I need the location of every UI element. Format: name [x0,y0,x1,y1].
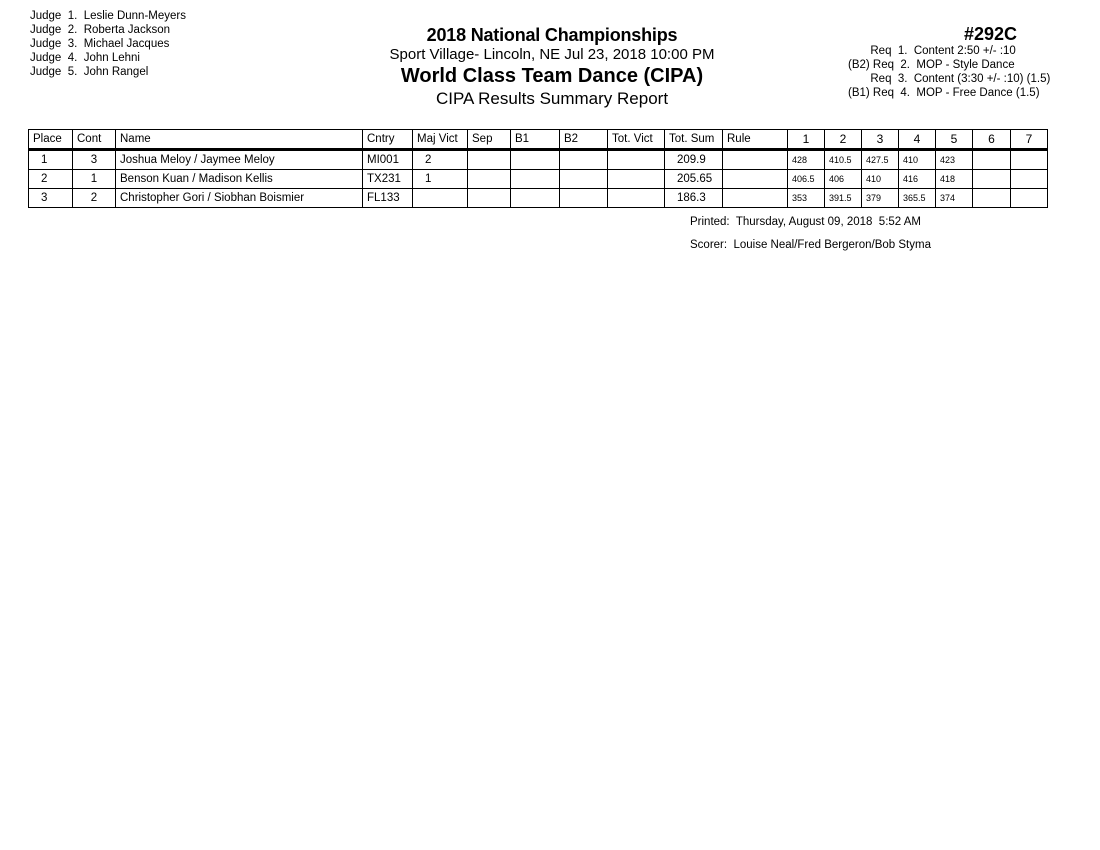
cell-judge-3: 379 [862,189,899,208]
col-sep: Sep [468,130,511,150]
col-judge-6: 6 [973,130,1011,150]
cell-tot-vict [608,189,665,208]
col-cont: Cont [73,130,116,150]
cell-judge-5: 418 [936,170,973,189]
cell-b1 [511,189,560,208]
judge-4: Judge 4. John Lehni [30,52,140,64]
cell-b2 [560,170,608,189]
col-judge-4: 4 [899,130,936,150]
col-tot-sum: Tot. Sum [665,130,723,150]
report-name: CIPA Results Summary Report [435,89,669,108]
col-judge-5: 5 [936,130,973,150]
requirement-4: (B1) Req 4. MOP - Free Dance (1.5) [848,87,1040,99]
cell-tot-vict [608,150,665,170]
cell-b2 [560,189,608,208]
cell-tot-sum: 186.3 [665,189,723,208]
venue-date: Sport Village- Lincoln, NE Jul 23, 2018 10:00 PM [389,46,715,63]
cell-tot-sum: 205.65 [665,170,723,189]
requirement-1: Req 1. Content 2:50 +/- :10 [848,45,1016,57]
cell-judge-1: 406.5 [788,170,825,189]
cell-maj-vict: 1 [413,170,468,189]
col-cntry: Cntry [363,130,413,150]
col-maj-vict: Maj Vict [413,130,468,150]
judge-2: Judge 2. Roberta Jackson [30,24,170,36]
cell-judge-4: 365.5 [899,189,936,208]
event-title: World Class Team Dance (CIPA) [400,65,704,87]
cell-judge-4: 410 [899,150,936,170]
cell-tot-vict [608,170,665,189]
cell-judge-7 [1011,150,1048,170]
cell-b1 [511,150,560,170]
cell-judge-1: 353 [788,189,825,208]
cell-judge-7 [1011,189,1048,208]
col-rule: Rule [723,130,788,150]
cell-cntry: MI001 [363,150,413,170]
judge-5: Judge 5. John Rangel [30,66,149,78]
cell-judge-2: 410.5 [825,150,862,170]
cell-maj-vict: 2 [413,150,468,170]
col-judge-7: 7 [1011,130,1048,150]
judge-3: Judge 3. Michael Jacques [30,38,170,50]
col-judge-1: 1 [788,130,825,150]
cell-cont: 3 [73,150,116,170]
report-header [352,24,752,110]
cell-place: 2 [29,170,73,189]
report-footer [690,211,931,257]
cell-judge-3: 427.5 [862,150,899,170]
cell-judge-2: 406 [825,170,862,189]
cell-cont: 1 [73,170,116,189]
cell-name: Christopher Gori / Siobhan Boismier [116,189,363,208]
cell-name: Benson Kuan / Madison Kellis [116,170,363,189]
cell-judge-6 [973,189,1011,208]
cell-judge-5: 374 [936,189,973,208]
col-b2: B2 [560,130,608,150]
cell-judge-6 [973,150,1011,170]
scorer-names: Scorer: Louise Neal/Fred Bergeron/Bob Styma [690,239,931,251]
cell-rule [723,189,788,208]
judge-1: Judge 1. Leslie Dunn-Meyers [30,10,186,22]
cell-judge-7 [1011,170,1048,189]
col-b1: B1 [511,130,560,150]
table-row [29,189,1048,208]
cell-rule [723,170,788,189]
cell-b2 [560,150,608,170]
cell-place: 1 [29,150,73,170]
cell-judge-6 [973,170,1011,189]
col-judge-3: 3 [862,130,899,150]
col-name: Name [116,130,363,150]
event-code: #292C [964,24,1018,44]
cell-sep [468,189,511,208]
cell-tot-sum: 209.9 [665,150,723,170]
table-row [29,170,1048,189]
requirements-list [848,44,1050,100]
cell-rule [723,150,788,170]
requirement-3: Req 3. Content (3:30 +/- :10) (1.5) [848,73,1051,85]
results-table [28,129,1048,208]
requirement-2: (B2) Req 2. MOP - Style Dance [848,59,1015,71]
cell-place: 3 [29,189,73,208]
cell-judge-1: 428 [788,150,825,170]
cell-name: Joshua Meloy / Jaymee Meloy [116,150,363,170]
table-row [29,150,1048,170]
cell-judge-4: 416 [899,170,936,189]
col-judge-2: 2 [825,130,862,150]
printed-timestamp: Printed: Thursday, August 09, 2018 5:52 AM [690,216,921,228]
cell-judge-5: 423 [936,150,973,170]
col-place: Place [29,130,73,150]
cell-cntry: FL133 [363,189,413,208]
cell-maj-vict [413,189,468,208]
cell-judge-3: 410 [862,170,899,189]
cell-b1 [511,170,560,189]
table-header-row [29,130,1048,150]
cell-sep [468,150,511,170]
event-name: 2018 National Championships [426,25,678,45]
cell-sep [468,170,511,189]
judges-list [30,9,186,79]
cell-judge-2: 391.5 [825,189,862,208]
cell-cntry: TX231 [363,170,413,189]
col-tot-vict: Tot. Vict [608,130,665,150]
cell-cont: 2 [73,189,116,208]
